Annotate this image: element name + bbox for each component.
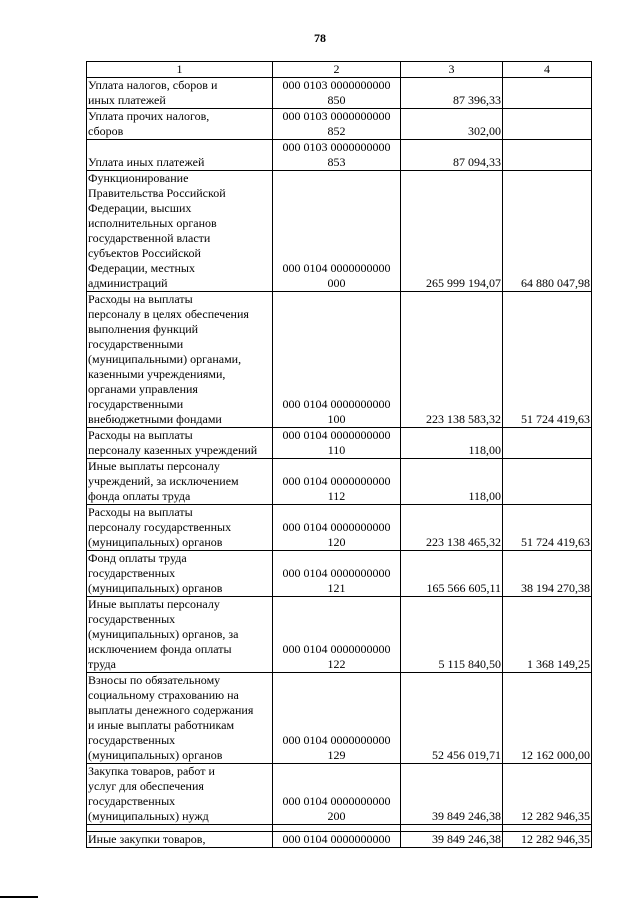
row-name-cell [87,459,273,505]
table-row [87,292,592,428]
gap-cell [401,825,503,832]
row-name-cell [87,832,273,848]
row-value-col4: 12 282 946,35 [503,832,592,848]
row-value-col3: 223 138 583,32 [401,292,503,428]
header-col-4: 4 [503,62,592,78]
row-code: 000 0104 0000000000 000 [273,171,401,292]
row-value-col3: 52 456 019,71 [401,673,503,764]
row-code: 000 0104 0000000000 [273,832,401,848]
row-code: 000 0104 0000000000 122 [273,597,401,673]
row-code: 000 0104 0000000000 100 [273,292,401,428]
row-value-col3: 118,00 [401,459,503,505]
row-name: Иные закупки товаров, [88,832,206,846]
row-value-col4: 51 724 419,63 [503,505,592,551]
row-name-cell [87,171,273,292]
row-value-col3: 87 396,33 [401,78,503,109]
table-row [87,551,592,597]
header-row [87,62,592,78]
row-value-col4 [503,109,592,140]
row-name-cell [87,78,273,109]
row-name: Расходы на выплаты персоналу государственных (муниципальных) органов [88,505,232,549]
page-number: 78 [314,31,326,45]
table-row [87,459,592,505]
row-code: 000 0103 0000000000 852 [273,109,401,140]
row-code: 000 0104 0000000000 200 [273,764,401,825]
row-code: 000 0104 0000000000 120 [273,505,401,551]
row-value-col3: 118,00 [401,428,503,459]
row-value-col3: 39 849 246,38 [401,832,503,848]
row-value-col3: 87 094,33 [401,140,503,171]
table-row [87,78,592,109]
row-name-cell [87,764,273,825]
row-name-cell [87,505,273,551]
table-row [87,673,592,764]
row-value-col4 [503,140,592,171]
row-name: Закупка товаров, работ и услуг для обеспечения государственных (муниципальных) нужд [88,764,215,823]
row-value-col3: 165 566 605,11 [401,551,503,597]
row-value-col4 [503,459,592,505]
row-value-col4: 64 880 047,98 [503,171,592,292]
row-name: Расходы на выплаты персоналу в целях обеспечения выполнения функций государственными (муниципальными) органами, казенными учреждениями, органами управления государственными внебюджетными фондами [88,292,249,426]
row-value-col4: 51 724 419,63 [503,292,592,428]
row-value-col4: 12 162 000,00 [503,673,592,764]
row-value-col3: 302,00 [401,109,503,140]
row-name: Взносы по обязательному социальному страхованию на выплаты денежного содержания и иные выплаты работникам государственных (муниципальных) органов [88,673,254,762]
header-col-3: 3 [401,62,503,78]
row-value-col3: 39 849 246,38 [401,764,503,825]
row-name: Иные выплаты персоналу учреждений, за исключением фонда оплаты труда [88,459,239,503]
table-row [87,428,592,459]
table-row [87,764,592,825]
gap-cell [503,825,592,832]
row-code: 000 0103 0000000000 850 [273,78,401,109]
row-code: 000 0103 0000000000 853 [273,140,401,171]
table-row [87,597,592,673]
row-value-col4: 1 368 149,25 [503,597,592,673]
row-name-cell [87,140,273,171]
row-value-col3: 265 999 194,07 [401,171,503,292]
row-code: 000 0104 0000000000 112 [273,459,401,505]
budget-table [86,61,592,848]
gap-cell [87,825,273,832]
table-row [87,109,592,140]
row-name: Уплата прочих налогов, сборов [88,109,210,138]
header-col-2: 2 [273,62,401,78]
header-col-1: 1 [87,62,273,78]
row-name-cell [87,673,273,764]
table-row [87,171,592,292]
row-gap [87,825,592,832]
row-name: Уплата иных платежей [88,155,205,169]
row-name-cell [87,109,273,140]
row-name: Иные выплаты персоналу государственных (муниципальных) органов, за исключением фонда оплаты труда [88,597,239,671]
table-row-last [87,832,592,848]
row-name-cell [87,428,273,459]
footer-rule [0,896,38,898]
row-name: Расходы на выплаты персоналу казенных учреждений [88,428,258,457]
row-name-cell [87,292,273,428]
row-code: 000 0104 0000000000 129 [273,673,401,764]
row-value-col4: 12 282 946,35 [503,764,592,825]
gap-cell [273,825,401,832]
row-name-cell [87,597,273,673]
row-value-col3: 5 115 840,50 [401,597,503,673]
row-name: Фонд оплаты труда государственных (муниципальных) органов [88,551,223,595]
row-code: 000 0104 0000000000 110 [273,428,401,459]
row-name-cell [87,551,273,597]
row-value-col3: 223 138 465,32 [401,505,503,551]
table-row [87,140,592,171]
row-value-col4 [503,78,592,109]
row-name: Уплата налогов, сборов и иных платежей [88,78,218,107]
row-name: Функционирование Правительства Российской Федерации, высших исполнительных органов государственной власти субъектов Российской Федерации, местных администраций [88,171,226,290]
row-value-col4 [503,428,592,459]
row-value-col4: 38 194 270,38 [503,551,592,597]
row-code: 000 0104 0000000000 121 [273,551,401,597]
table-row [87,505,592,551]
